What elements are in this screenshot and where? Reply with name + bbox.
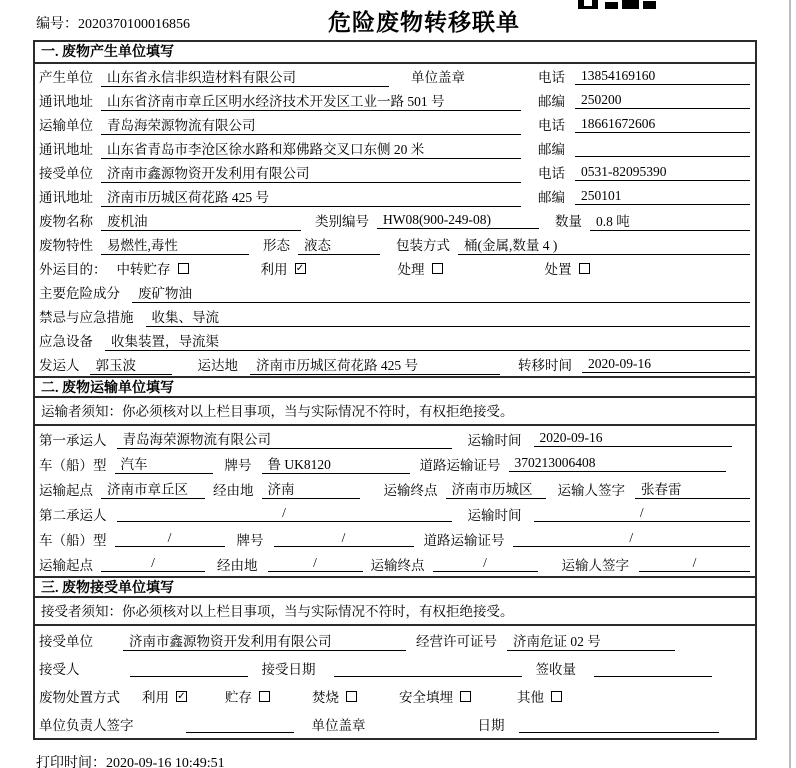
road-permit-label: 道路运输证号 <box>423 532 505 548</box>
waste-name-value: 废机油 <box>101 210 301 231</box>
sender-label: 发运人 <box>39 358 80 373</box>
transport-time-value: 2020-09-16 <box>534 430 733 447</box>
carrier-signature-label: 运输人签字 <box>557 482 625 498</box>
receiver-notice: 接受者须知：你必须核对以上栏目事项，当与实际情况不符时，有权拒绝接受。 <box>35 598 755 626</box>
transfer-time-label: 转移时间 <box>518 358 572 373</box>
checkbox-dispose <box>579 263 590 274</box>
producer-address-value: 山东省济南市章丘区明水经济技术开发区工业一路 501 号 <box>101 90 521 111</box>
section2-body <box>35 398 755 576</box>
transfer-time-value: 2020-09-16 <box>582 356 750 373</box>
table-row-producer <box>35 64 755 88</box>
acceptor-value <box>130 660 248 677</box>
zip-label: 邮编 <box>538 190 565 205</box>
origin-label: 运输起点 <box>39 557 93 573</box>
waste-name-label: 废物名称 <box>39 214 93 229</box>
disposal-option-storage <box>225 686 270 706</box>
hazard-component-label: 主要危险成分 <box>39 286 120 301</box>
road-permit-value: 370213006408 <box>509 455 727 472</box>
emergency-equipment-label: 应急设备 <box>39 334 93 349</box>
purpose-option-treat <box>398 258 443 278</box>
transport-time-value: / <box>534 505 751 522</box>
table-row-taboo-measures <box>35 304 755 328</box>
vehicle-type-label: 车（船）型 <box>39 532 107 548</box>
table-row-vehicle1 <box>35 451 755 476</box>
table-row-hazard-component <box>35 280 755 304</box>
packing-label: 包装方式 <box>396 238 450 253</box>
terminus-label: 运输终点 <box>370 557 425 573</box>
document-number-value: 2020370100016856 <box>78 17 190 32</box>
table-row-transporter-address <box>35 136 755 160</box>
plate-value: / <box>274 530 414 547</box>
table-row-receiver <box>35 160 755 184</box>
section2-header: 二. 废物运输单位填写 <box>35 376 755 398</box>
responsible-signature-value <box>186 716 294 733</box>
plate-label: 牌号 <box>224 457 252 473</box>
transporter-phone-value: 18661672606 <box>575 116 750 133</box>
purpose-option-recycle <box>261 258 306 278</box>
checkbox-disposal-incinerate <box>346 691 357 702</box>
carrier-signature-label: 运输人签字 <box>561 557 629 573</box>
clipped-stamp-fragment <box>578 0 656 9</box>
purpose-label: 外运目的： <box>39 262 107 277</box>
accept-date-label: 接受日期 <box>261 662 316 677</box>
receiver-phone-value: 0531-82095390 <box>575 164 750 181</box>
phone-label: 电话 <box>538 166 565 181</box>
disposal-method-label: 废物处置方式 <box>39 690 120 705</box>
taboo-measures-value: 收集、导流 <box>146 306 751 327</box>
table-row-receiver-address <box>35 184 755 208</box>
transporter-value: 青岛海荣源物流有限公司 <box>101 114 521 135</box>
table-row-transporter <box>35 112 755 136</box>
table-row-emergency-equipment <box>35 328 755 352</box>
table-row-route1 <box>35 476 755 501</box>
purpose-option-dispose <box>545 258 590 278</box>
section3-body <box>35 598 755 738</box>
packing-value: 桶(金属,数量 4 ) <box>458 234 750 255</box>
checkbox-disposal-other <box>551 691 562 702</box>
disposal-option-landfill <box>399 686 471 706</box>
unit-seal-label: 单位盖章 <box>411 70 465 85</box>
unit-seal-label: 单位盖章 <box>311 718 366 733</box>
emergency-equipment-value: 收集装置，导流渠 <box>105 330 750 351</box>
manifest-form-table <box>33 40 757 740</box>
disposal-option-other <box>517 686 562 706</box>
table-row-vehicle2 <box>35 526 755 551</box>
waste-character-label: 废物特性 <box>39 238 93 253</box>
terminus-value: / <box>433 555 538 572</box>
page-edge-line <box>789 0 791 768</box>
road-permit-value: / <box>513 530 751 547</box>
checkbox-transfer-storage <box>178 263 189 274</box>
phone-label: 电话 <box>538 118 565 133</box>
vehicle-type-value: 汽车 <box>115 453 213 474</box>
via-value: / <box>268 555 363 572</box>
plate-label: 牌号 <box>236 532 264 548</box>
document-number <box>36 13 190 33</box>
transport-time-label: 运输时间 <box>467 432 522 448</box>
address-label: 通讯地址 <box>39 190 93 205</box>
quantity-value: 0.8 吨 <box>590 210 750 231</box>
receiver-zip-value: 250101 <box>575 188 750 205</box>
first-carrier-value: 青岛海荣源物流有限公司 <box>117 428 452 449</box>
print-time-value: 2020-09-16 10:49:51 <box>106 756 225 768</box>
phone-label: 电话 <box>538 70 565 85</box>
category-code-value: HW08(900-249-08) <box>377 212 539 229</box>
producer-label: 产生单位 <box>39 70 93 85</box>
checkbox-disposal-recycle: ✓ <box>177 690 186 702</box>
checkbox-recycle: ✓ <box>295 262 305 274</box>
option-label: 处理 <box>397 262 425 277</box>
terminus-value: 济南市历城区 <box>446 478 546 499</box>
accept-unit-value: 济南市鑫源物资开发利用有限公司 <box>123 630 406 651</box>
table-row-responsible-signature <box>35 710 755 738</box>
transport-time-label: 运输时间 <box>467 507 522 523</box>
carrier-signature-value: / <box>639 555 750 572</box>
address-label: 通讯地址 <box>39 94 93 109</box>
receiver-address-value: 济南市历城区荷花路 425 号 <box>101 186 521 207</box>
option-label: 安全填埋 <box>399 690 453 705</box>
checkbox-disposal-landfill <box>460 691 471 702</box>
checkbox-disposal-storage <box>259 691 270 702</box>
table-row-waste-name <box>35 208 755 232</box>
section1-body <box>35 64 755 376</box>
table-row-first-carrier <box>35 426 755 451</box>
waste-character-value: 易燃性,毒性 <box>101 234 249 255</box>
destination-label: 运达地 <box>197 358 238 373</box>
sign-quantity-label: 签收量 <box>535 662 576 677</box>
license-label: 经营许可证号 <box>416 634 497 649</box>
table-row-route2 <box>35 551 755 576</box>
option-label: 处置 <box>544 262 572 277</box>
section3-header: 三. 废物接受单位填写 <box>35 576 755 598</box>
page-title: 危险废物转移联单 <box>328 10 520 35</box>
hazard-component-value: 废矿物油 <box>132 282 750 303</box>
print-time <box>36 752 225 768</box>
date-label: 日期 <box>477 718 505 733</box>
carrier-signature-value: 张春雷 <box>635 478 750 499</box>
form-label: 形态 <box>263 238 290 253</box>
option-label: 贮存 <box>225 690 252 705</box>
table-row-disposal-method <box>35 682 755 710</box>
acceptor-label: 接受人 <box>39 662 80 677</box>
accept-unit-label: 接受单位 <box>39 634 93 649</box>
first-carrier-label: 第一承运人 <box>39 432 107 448</box>
option-label: 中转贮存 <box>116 262 171 277</box>
address-label: 通讯地址 <box>39 142 93 157</box>
origin-label: 运输起点 <box>39 482 93 498</box>
table-row-sender <box>35 352 755 376</box>
form-value: 液态 <box>298 234 380 255</box>
table-row-accept-unit <box>35 626 755 654</box>
producer-phone-value: 13854169160 <box>575 68 750 85</box>
responsible-signature-label: 单位负责人签字 <box>39 718 134 733</box>
receiver-value: 济南市鑫源物资开发利用有限公司 <box>101 162 521 183</box>
purpose-option-transfer-storage <box>117 258 189 278</box>
table-row-second-carrier <box>35 501 755 526</box>
producer-value: 山东省永信非织造材料有限公司 <box>101 66 389 87</box>
zip-label: 邮编 <box>538 142 565 157</box>
section1-header: 一. 废物产生单位填写 <box>35 42 755 64</box>
transporter-address-value: 山东省青岛市李沧区徐水路和郑佛路交叉口东侧 20 米 <box>101 138 521 159</box>
plate-value: 鲁 UK8120 <box>262 453 410 474</box>
table-row-transport-purpose <box>35 256 755 280</box>
sign-quantity-value <box>594 660 712 677</box>
vehicle-type-label: 车（船）型 <box>39 457 107 473</box>
transporter-notice: 运输者须知：你必须核对以上栏目事项，当与实际情况不符时，有权拒绝接受。 <box>35 398 755 426</box>
option-label: 其他 <box>517 690 544 705</box>
transporter-label: 运输单位 <box>39 118 93 133</box>
disposal-option-incinerate <box>312 686 357 706</box>
document-number-label: 编号： <box>36 17 78 32</box>
disposal-option-recycle <box>142 686 187 706</box>
origin-value: 济南市章丘区 <box>101 478 205 499</box>
vehicle-type-value: / <box>115 530 225 547</box>
origin-value: / <box>101 555 205 572</box>
zip-label: 邮编 <box>538 94 565 109</box>
taboo-measures-label: 禁忌与应急措施 <box>39 310 134 325</box>
destination-value: 济南市历城区荷花路 425 号 <box>250 354 500 375</box>
category-code-label: 类别编号 <box>315 214 369 229</box>
table-row-waste-character <box>35 232 755 256</box>
producer-zip-value: 250200 <box>575 92 750 109</box>
second-carrier-value: / <box>117 505 452 522</box>
license-value: 济南危证 02 号 <box>507 630 675 651</box>
option-label: 焚烧 <box>312 690 339 705</box>
transporter-zip-value <box>575 140 750 157</box>
quantity-label: 数量 <box>555 214 582 229</box>
via-label: 经由地 <box>217 557 258 573</box>
option-label: 利用 <box>142 690 169 705</box>
receiver-label: 接受单位 <box>39 166 93 181</box>
second-carrier-label: 第二承运人 <box>39 507 107 523</box>
print-time-label: 打印时间： <box>36 756 106 768</box>
sender-value: 郭玉波 <box>90 354 172 375</box>
option-label: 利用 <box>260 262 288 277</box>
terminus-label: 运输终点 <box>383 482 438 498</box>
checkbox-treat <box>432 263 443 274</box>
road-permit-label: 道路运输证号 <box>419 457 501 473</box>
table-row-producer-address <box>35 88 755 112</box>
date-value <box>519 716 719 733</box>
via-value: 济南 <box>262 478 360 499</box>
table-row-acceptor <box>35 654 755 682</box>
via-label: 经由地 <box>213 482 254 498</box>
document-header <box>0 0 796 40</box>
accept-date-value <box>334 660 522 677</box>
